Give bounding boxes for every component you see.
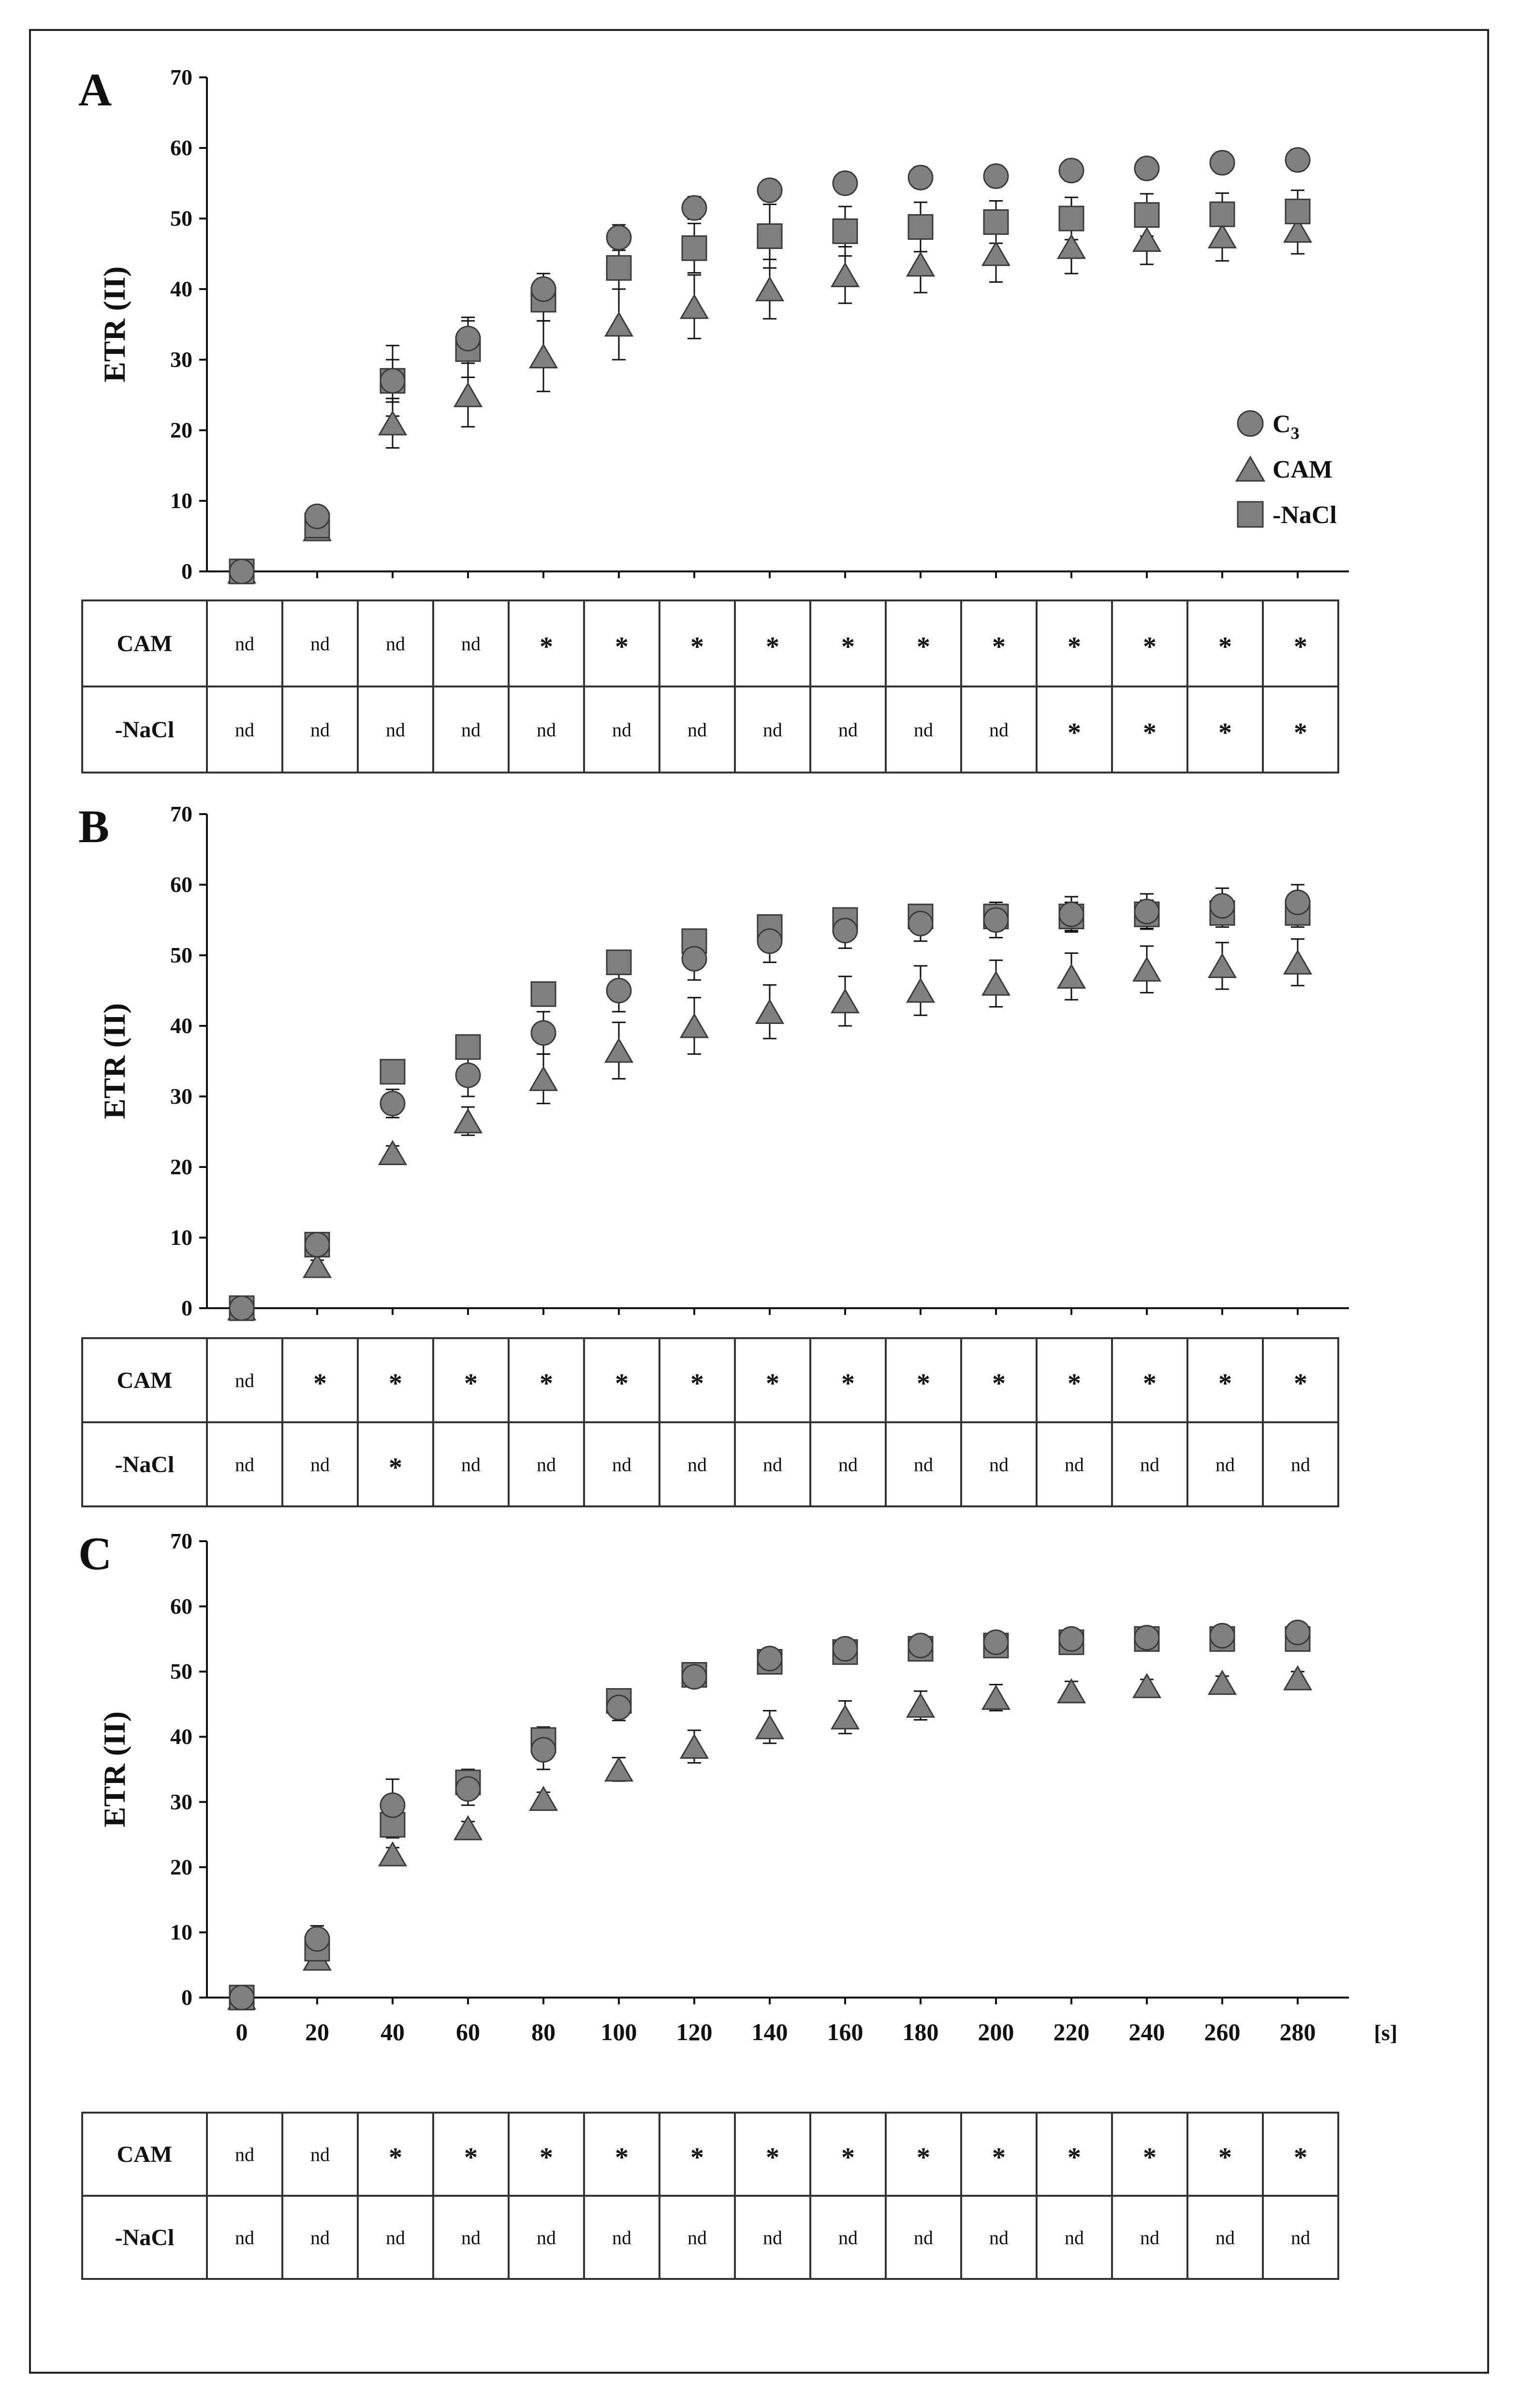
data-point-cam [1134,958,1160,981]
data-point-c3 [908,165,933,190]
table-cell: nd [207,1338,282,1422]
table-cell: * [1187,600,1263,686]
data-point-c3 [682,947,706,971]
table-cell: nd [1263,2196,1338,2279]
table-cell: nd [886,686,961,773]
x-tick-label: 240 [1128,2018,1165,2045]
data-point-nacl [607,256,631,280]
table-cell: * [1187,1338,1263,1422]
x-tick-label: 280 [1279,2018,1316,2045]
data-point-cam [1058,235,1085,259]
data-point-c3 [380,1092,405,1116]
table-cell: * [584,600,659,686]
table-row [82,1338,1338,1422]
table-cell: nd [735,1422,810,1506]
data-point-c3 [456,1777,480,1801]
row-label: CAM [82,2113,207,2196]
table-cell: nd [659,686,735,773]
table-cell: * [810,2113,886,2196]
table-cell: nd [207,600,282,686]
table-cell: nd [1187,2196,1263,2279]
data-point-c3 [1286,148,1310,172]
y-tick-label: 70 [170,802,192,826]
table-cell: * [886,2113,961,2196]
table-cell: * [1263,1338,1338,1422]
table-cell: * [1112,686,1187,773]
table-cell: nd [433,2196,509,2279]
data-point-cam [380,1843,406,1866]
y-tick-label: 70 [170,1529,192,1553]
table-cell: * [1037,600,1112,686]
data-point-cam [1134,228,1160,251]
y-tick-label: 0 [181,559,192,584]
y-tick-label: 30 [170,347,192,372]
data-point-cam [380,1141,406,1165]
data-point-c3 [1059,1627,1083,1651]
data-point-c3 [230,1296,254,1320]
y-axis-label: ETR (II) [97,266,132,383]
data-point-cam [907,979,934,1002]
data-point-c3 [380,369,405,393]
data-point-nacl [984,210,1008,234]
data-point-c3 [305,1233,329,1257]
panel-label: B [78,801,110,852]
table-cell: * [659,600,735,686]
data-point-cam [1058,1679,1085,1703]
table-cell: * [358,2113,433,2196]
y-tick-label: 40 [170,1013,192,1038]
data-point-c3 [1210,151,1234,175]
table-cell: * [735,2113,810,2196]
legend-label: CAM [1273,456,1333,483]
table-row [82,1422,1338,1506]
table-cell: nd [207,686,282,773]
data-point-c3 [1286,1620,1310,1645]
row-label: -NaCl [82,1422,207,1506]
y-tick-label: 10 [170,488,192,513]
y-tick-label: 30 [170,1084,192,1109]
table-cell: nd [735,686,810,773]
data-point-c3 [607,978,631,1003]
table-cell: * [1263,2113,1338,2196]
y-tick-label: 60 [170,872,192,897]
data-point-c3 [531,277,556,301]
data-point-c3 [908,1634,933,1658]
data-point-c3 [984,164,1008,188]
data-point-c3 [758,1647,782,1671]
table-cell: nd [659,1422,735,1506]
table-cell: nd [810,1422,886,1506]
x-tick-label: 80 [531,2018,556,2045]
data-point-cam [983,242,1010,265]
table-cell: * [1263,686,1338,773]
x-axis-unit: [s] [1374,2020,1398,2045]
legend-label-subscript: 3 [1290,423,1300,443]
table-cell: * [1037,2113,1112,2196]
x-tick-label: 220 [1053,2018,1090,2045]
data-point-c3 [1286,890,1310,915]
table-cell: nd [207,1422,282,1506]
data-point-cam [304,1255,331,1278]
table-cell: * [509,600,584,686]
table-cell: * [1187,686,1263,773]
y-tick-label: 20 [170,418,192,442]
data-point-cam [380,412,406,435]
y-tick-label: 60 [170,135,192,160]
table-cell: nd [433,1422,509,1506]
data-point-nacl [456,1035,480,1059]
table-cell: * [584,1338,659,1422]
table-cell: nd [207,2113,282,2196]
table-cell: nd [358,2196,433,2279]
data-point-cam [606,1039,632,1062]
x-tick-label: 260 [1204,2018,1241,2045]
y-tick-label: 30 [170,1789,192,1814]
table-cell: nd [433,686,509,773]
legend-label: $C_3$ [1273,410,1300,443]
data-point-cam [983,1686,1010,1709]
data-point-cam [757,277,783,301]
table-cell: * [1037,686,1112,773]
data-point-c3 [456,326,480,350]
data-point-c3 [1210,894,1234,918]
table-cell: * [584,2113,659,2196]
table-cell: nd [735,2196,810,2279]
data-point-cam [530,1787,557,1810]
table-cell: nd [282,2196,358,2279]
table-cell: nd [1037,2196,1112,2279]
table-cell: * [735,1338,810,1422]
row-label: CAM [82,1338,207,1422]
data-point-cam [983,972,1010,995]
data-point-c3 [1135,156,1159,180]
data-point-cam [681,1014,708,1037]
panel-c [78,1528,1397,2045]
x-tick-label: 20 [305,2018,329,2045]
table-cell: nd [584,2196,659,2279]
table-cell: nd [509,686,584,773]
table-cell: * [735,600,810,686]
data-point-c3 [984,1630,1008,1654]
data-point-cam [681,295,708,319]
data-point-c3 [531,1738,556,1762]
table-cell: nd [1187,1422,1263,1506]
x-tick-label: 180 [902,2018,939,2045]
table-cell: * [810,600,886,686]
table-cell: * [659,1338,735,1422]
data-point-cam [832,263,859,287]
panel-label: C [78,1528,112,1579]
data-point-c3 [1210,1624,1234,1648]
data-point-nacl [908,215,933,239]
significance-table-a [81,599,1339,773]
y-tick-label: 50 [170,1659,192,1684]
y-tick-label: 10 [170,1920,192,1945]
data-point-nacl [682,236,706,260]
data-point-c3 [682,1665,706,1689]
data-point-cam [832,990,859,1012]
y-tick-label: 70 [170,65,192,89]
table-row [82,2113,1338,2196]
table-cell: * [886,1338,961,1422]
data-point-cam [455,1817,482,1840]
data-point-c3 [305,1927,329,1951]
table-cell: nd [961,686,1037,773]
y-tick-label: 20 [170,1154,192,1179]
legend-label: -NaCl [1273,501,1337,529]
table-cell: nd [961,2196,1037,2279]
x-tick-label: 40 [380,2018,405,2045]
data-point-nacl [758,224,782,248]
data-point-c3 [456,1063,480,1087]
y-tick-label: 60 [170,1593,192,1619]
table-cell: * [886,600,961,686]
table-cell: * [810,1338,886,1422]
y-tick-label: 50 [170,206,192,231]
table-cell: * [509,1338,584,1422]
data-point-nacl [833,219,857,243]
table-cell: nd [433,600,509,686]
table-cell: nd [659,2196,735,2279]
data-point-cam [907,253,934,276]
table-cell: * [961,600,1037,686]
significance-table-b [81,1337,1339,1507]
data-point-c3 [1135,1626,1159,1650]
data-point-nacl [607,950,631,975]
data-point-cam [1285,951,1311,974]
data-point-nacl [1059,206,1083,231]
data-point-c3 [380,1793,405,1817]
row-label: -NaCl [82,2196,207,2279]
table-cell: * [282,1338,358,1422]
data-point-cam [455,383,482,407]
x-tick-label: 60 [456,2018,480,2045]
table-cell: * [358,1338,433,1422]
table-cell: * [509,2113,584,2196]
table-cell: nd [358,686,433,773]
y-tick-label: 0 [181,1296,192,1320]
data-point-c3 [230,559,254,584]
data-point-c3 [908,911,933,935]
data-point-cam [455,1109,482,1133]
x-tick-label: 200 [978,2018,1014,2045]
data-point-c3 [833,171,857,195]
data-point-cam [1285,1666,1311,1690]
table-cell: * [961,2113,1037,2196]
table-cell: nd [1112,1422,1187,1506]
data-point-c3 [1059,159,1083,183]
data-point-nacl [380,1060,405,1084]
data-point-c3 [230,1985,254,2010]
table-cell: nd [509,1422,584,1506]
table-cell: nd [1037,1422,1112,1506]
table-cell: * [1112,2113,1187,2196]
table-cell: nd [961,1422,1037,1506]
y-axis-label: ETR (II) [97,1711,132,1828]
data-point-cam [606,1758,632,1781]
data-point-nacl [531,982,556,1006]
table-cell: nd [282,1422,358,1506]
data-point-cam [1134,1675,1160,1698]
y-tick-label: 50 [170,943,192,967]
data-point-cam [757,1716,783,1739]
table-cell: * [659,2113,735,2196]
table-cell: nd [509,2196,584,2279]
table-cell: nd [810,2196,886,2279]
x-tick-label: 140 [751,2018,788,2045]
table-cell: nd [810,686,886,773]
table-row [82,686,1338,773]
legend-marker [1238,502,1263,527]
data-point-nacl [1135,203,1159,227]
data-point-cam [757,1000,783,1023]
significance-table-c [81,2112,1339,2280]
data-point-c3 [833,1637,857,1661]
data-point-c3 [833,919,857,943]
y-tick-label: 40 [170,1724,192,1749]
data-point-cam [530,345,557,368]
table-cell: * [1112,600,1187,686]
table-cell: * [358,1422,433,1506]
y-tick-label: 10 [170,1225,192,1250]
table-cell: nd [282,600,358,686]
data-point-c3 [758,929,782,953]
table-cell: * [433,1338,509,1422]
data-point-c3 [758,178,782,203]
y-axis-label: ETR (II) [97,1003,132,1120]
data-point-c3 [607,1695,631,1720]
table-cell: nd [282,2113,358,2196]
table-cell: * [1263,600,1338,686]
table-cell: nd [282,686,358,773]
table-cell: * [1112,1338,1187,1422]
table-row [82,2196,1338,2279]
data-point-cam [832,1706,859,1729]
table-cell: * [1037,1338,1112,1422]
panel-a [78,64,1349,584]
data-point-c3 [1059,902,1083,926]
x-tick-label: 100 [600,2018,637,2045]
data-point-c3 [607,225,631,249]
table-cell: nd [1112,2196,1187,2279]
data-point-cam [681,1735,708,1758]
y-tick-label: 40 [170,277,192,301]
table-cell: nd [584,686,659,773]
row-label: CAM [82,600,207,686]
data-point-c3 [305,504,329,528]
x-tick-label: 120 [676,2018,713,2045]
y-tick-label: 0 [181,1985,192,2010]
table-cell: * [1187,2113,1263,2196]
legend-marker [1236,457,1264,481]
x-tick-label: 0 [235,2018,248,2045]
y-tick-label: 20 [170,1854,192,1880]
row-label: -NaCl [82,686,207,773]
data-point-cam [1058,965,1085,988]
data-point-c3 [682,196,706,220]
data-point-cam [907,1694,934,1717]
panel-b [78,801,1349,1320]
table-cell: nd [886,1422,961,1506]
data-point-c3 [984,908,1008,932]
data-point-c3 [1135,899,1159,923]
data-point-cam [606,313,632,336]
data-point-nacl [1210,202,1234,226]
table-cell: * [433,2113,509,2196]
table-cell: * [961,1338,1037,1422]
table-cell: nd [207,2196,282,2279]
table-cell: nd [584,1422,659,1506]
table-row [82,600,1338,686]
data-point-cam [530,1067,557,1091]
data-point-cam [1209,225,1236,248]
data-point-cam [1209,1671,1236,1694]
legend [1236,410,1336,529]
panel-label: A [78,64,112,116]
data-point-cam [1209,954,1236,978]
data-point-c3 [531,1021,556,1045]
table-cell: nd [358,600,433,686]
table-cell: nd [886,2196,961,2279]
x-tick-label: 160 [827,2018,863,2045]
table-cell: nd [1263,1422,1338,1506]
data-point-nacl [1286,199,1310,223]
legend-marker [1238,411,1263,436]
